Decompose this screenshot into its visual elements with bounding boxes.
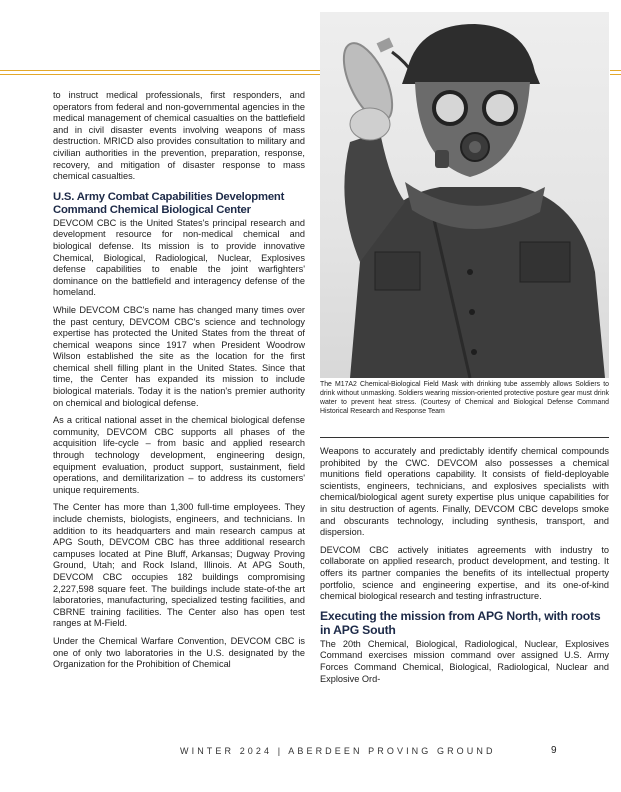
left-column: [53, 90, 305, 677]
footer-publication-line: WINTER 2024 | ABERDEEN PROVING GROUND: [180, 746, 496, 756]
body-paragraph: Under the Chemical Warfare Convention, DEVCOM CBC is one of only two laboratories in the U.S. designated by the Organization for the Prohibition of Chemical: [53, 635, 305, 670]
body-paragraph: While DEVCOM CBC's name has changed many times over the past century, DEVCOM CBC's science and technology expertise has protected the United States from the threat of chemical weapons since 1917 when President Woodrow Wilson established the site as the location for the first chemical shell filling plant in the United States. Since that time, the Center has expanded its mission to include biological materials. Today it is the nation's premier authority on chemical and biological defense.: [53, 304, 305, 408]
soldier-gas-mask-photo: [320, 12, 609, 378]
section-heading-apg-north: Executing the mission from APG North, with roots in APG South: [320, 608, 601, 637]
caption-divider: [320, 437, 609, 438]
body-paragraph: As a critical national asset in the chemical biological defense community, DEVCOM CBC supports all phases of the acquisition life-cycle – from basic and applied research through technology development, engineering design, equipment evaluation, product support, sustainment, field operations, and demilitarization – to address its customers' unique requirements.: [53, 415, 305, 495]
body-paragraph: DEVCOM CBC is the United States's principal research and development resource for non-medical chemical and biological defense. Its mission is to provide innovative Chemical, Biological, Radiological, Nuclear, Explosives defense capabilities to enable the joint warfighters' dominance on the battlefield and interagency defense of the homeland.: [53, 217, 305, 298]
header-accent-rule-right: [610, 70, 621, 71]
body-paragraph: DEVCOM CBC actively initiates agreements with industry to collaborate on applied research, product development, and testing. It offers its partner companies the benefits of its intellectual property portfolio, science and engineering expertise, and its one-of-kind chemical biological research and testing infrastructure.: [320, 544, 609, 602]
section-heading-devcom-cbc: U.S. Army Combat Capabilities Development Command Chemical Biological Center: [53, 190, 285, 216]
right-column: [320, 446, 609, 691]
page-number: 9: [551, 745, 557, 756]
photo-caption: The M17A2 Chemical-Biological Field Mask with drinking tube assembly allows Soldiers to drink without unmasking. Soldiers wearing mission-oriented protective posture gear must drink water to prevent heat stress. (Courtesy of Chemical and Biological Defense Command Historical Research and Response Team: [320, 381, 609, 416]
body-paragraph: Weapons to accurately and predictably identify chemical compounds prohibited by the CWC. DEVCOM also possesses a chemical munitions field operations capability. It consists of field-deployable scientists, engineers, technicians, and explosives specialists with chemical/biological agent surety expertise plus unique capabilities for in situ destruction of agents. Finally, DEVCOM CBC develops smoke and obscurants technology, including synthesis, transport, and dispersion.: [320, 446, 609, 538]
soldier-illustration: [320, 12, 609, 378]
body-paragraph: The Center has more than 1,300 full-time employees. They include chemists, biologists, engineers, and technicians. In addition to its headquarters and main research campus at APG South, DEVCOM CBC has three additional research campuses located at Pine Bluff, Arkansas; Dugway Proving Ground, Utah; and Rock Island, Illinois. At APG South, DEVCOM CBC occupies 182 buildings compromising 2,227,598 square feet. The buildings include state-of-the art laboratories, manufacturing, specialized testing facilities, and CBRNE training facilities. The Center also has open test ranges at M-Field.: [53, 502, 305, 629]
intro-paragraph: to instruct medical professionals, first responders, and operators from federal and non-governmental agencies in the medical management of chemical casualties on the battlefield and in civil disaster events involving weapons of mass destruction. MRICD also provides consultation to military and civilian authorities in the prevention, preparation, response, recovery, and mitigation of disaster response to mass chemical casualties.: [53, 90, 305, 182]
header-accent-rule-left: [0, 70, 320, 71]
body-paragraph: The 20th Chemical, Biological, Radiological, Nuclear, Explosives Command exercises mission command over assigned U.S. Army Forces Command Chemical, Biological, Radiological, Nuclear and Explosive Ord-: [320, 638, 609, 684]
